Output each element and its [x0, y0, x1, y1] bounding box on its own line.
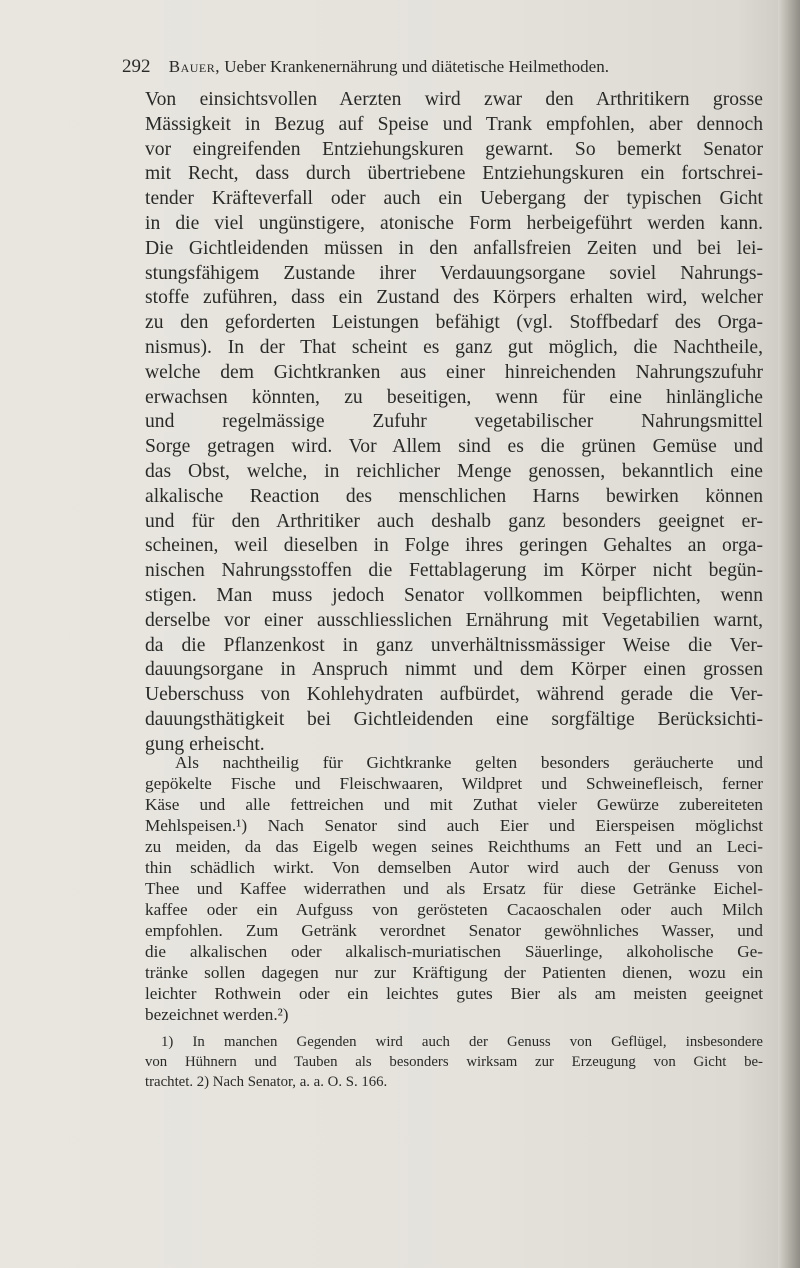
footnotes	[145, 1032, 763, 1092]
body-line: Ueberschuss von Kohlehydraten aufbürdet, während gerade die Ver-	[145, 684, 763, 706]
body-line: mit Recht, dass durch übertriebene Entziehungskuren ein fortschrei-	[145, 163, 763, 185]
footnote-line: trachtet. 2) Nach Senator, a. a. O. S. 166.	[145, 1074, 388, 1090]
body-line: und für den Arthritiker auch deshalb ganz besonders geeignet er-	[145, 510, 763, 532]
small-line: kaffee oder ein Aufguss von gerösteten Cacaoschalen oder auch Milch	[145, 900, 763, 919]
body-line: und regelmässige Zufuhr vegetabilischer Nahrungsmittel	[145, 411, 763, 433]
body-line: dauungsthätigkeit bei Gichtleidenden eine sorgfältige Berücksichti-	[145, 708, 763, 730]
small-line: Als nachtheilig für Gichtkranke gelten besonders geräucherte und	[175, 753, 763, 772]
body-line: dauungsorgane in Anspruch nimmt und dem Körper einen grossen	[145, 659, 763, 681]
header-author: Bauer,	[168, 57, 221, 76]
main-paragraph	[145, 88, 763, 758]
body-line: gung erheischt.	[145, 733, 265, 755]
small-line: Käse und alle fettreichen und mit Zuthat vieler Gewürze zubereiteten	[145, 795, 763, 814]
small-line: gepökelte Fische und Fleischwaaren, Wildpret und Schweinefleisch, ferner	[145, 774, 763, 793]
small-line: leichter Rothwein oder ein leichtes gutes Bier als am meisten geeignet	[145, 984, 763, 1003]
body-line: Sorge getragen wird. Vor Allem sind es die grünen Gemüse und	[145, 436, 763, 458]
body-line: stigen. Man muss jedoch Senator vollkommen beipflichten, wenn	[145, 584, 763, 606]
body-line: da die Pflanzenkost in ganz unverhältnissmässiger Weise die Ver-	[145, 634, 763, 656]
header-title: Ueber Krankenernährung und diätetische Heilmethoden.	[224, 57, 609, 76]
small-line: thin schädlich wirkt. Von demselben Autor wird auch der Genuss von	[145, 858, 763, 877]
body-line: tender Kräfteverfall oder auch ein Uebergang der typischen Gicht	[145, 188, 763, 210]
body-line: scheinen, weil dieselben in Folge ihres geringen Gehaltes an orga-	[145, 535, 763, 557]
body-line: derselbe vor einer ausschliesslichen Ernährung mit Vegetabilien warnt,	[145, 609, 763, 631]
small-print-paragraph	[145, 752, 763, 1025]
body-line: welche dem Gichtkranken aus einer hinreichenden Nahrungszufuhr	[145, 361, 763, 383]
footnote-line: von Hühnern und Tauben als besonders wirksam zur Erzeugung von Gicht be-	[145, 1054, 763, 1070]
body-line: stoffe zuführen, dass ein Zustand des Körpers erhalten wird, welcher	[145, 287, 763, 309]
body-line: zu den geforderten Leistungen befähigt (vgl. Stoffbedarf des Orga-	[145, 312, 763, 334]
body-line: Von einsichtsvollen Aerzten wird zwar den Arthritikern grosse	[145, 89, 763, 110]
body-line: erwachsen könnten, zu beseitigen, wenn für eine hinlängliche	[145, 386, 763, 408]
body-line: das Obst, welche, in reichlicher Menge genossen, bekanntlich eine	[145, 460, 763, 482]
small-line: bezeichnet werden.²)	[145, 1005, 289, 1024]
small-line: Mehlspeisen.¹) Nach Senator sind auch Eier und Eierspeisen möglichst	[145, 816, 763, 835]
small-line: die alkalischen oder alkalisch-muriatischen Säuerlinge, alkoholische Ge-	[145, 942, 763, 961]
page-edge	[778, 0, 800, 1268]
body-line: Mässigkeit in Bezug auf Speise und Trank empfohlen, aber dennoch	[145, 113, 763, 135]
small-line: Thee und Kaffee widerrathen und als Ersatz für diese Getränke Eichel-	[145, 879, 763, 898]
small-line: tränke sollen dagegen nur zur Kräftigung der Patienten dienen, wozu ein	[145, 963, 763, 982]
page-number: 292	[122, 56, 151, 77]
body-line: in die viel ungünstigere, atonische Form herbeigeführt werden kann.	[145, 212, 763, 234]
footnote-line: 1) In manchen Gegenden wird auch der Genuss von Geflügel, insbesondere	[161, 1034, 763, 1050]
body-line: nischen Nahrungsstoffen die Fettablagerung im Körper nicht begün-	[145, 560, 763, 582]
small-line: zu meiden, da das Eigelb wegen seines Reichthums an Fett und an Leci-	[145, 837, 763, 856]
body-line: vor eingreifenden Entziehungskuren gewarnt. So bemerkt Senator	[145, 138, 763, 160]
body-line: Die Gichtleidenden müssen in den anfallsfreien Zeiten und bei lei-	[145, 237, 763, 259]
body-line: stungsfähigem Zustande ihrer Verdauungsorgane soviel Nahrungs-	[145, 262, 763, 284]
running-header	[122, 56, 762, 82]
small-line: empfohlen. Zum Getränk verordnet Senator gewöhnliches Wasser, und	[145, 921, 763, 940]
body-line: nismus). In der That scheint es ganz gut möglich, die Nachtheile,	[145, 336, 763, 358]
body-line: alkalische Reaction des menschlichen Harns bewirken können	[145, 485, 763, 507]
